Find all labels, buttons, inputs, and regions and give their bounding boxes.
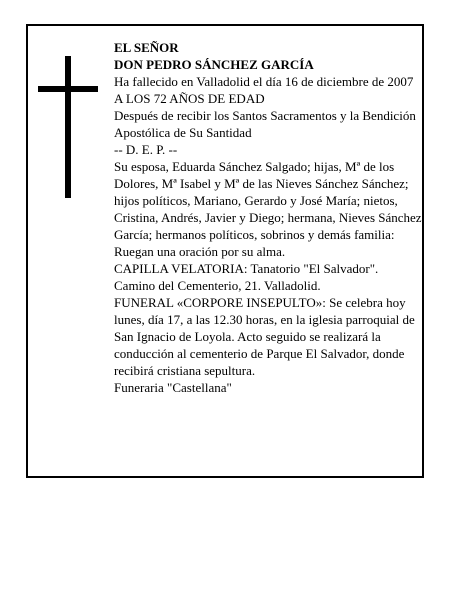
sacraments-text: Después de recibir los Santos Sacramentos y la Bendición Apostólica de Su Santidad xyxy=(114,108,416,140)
obituary-notice xyxy=(26,24,424,478)
funeral-text: FUNERAL «CORPORE INSEPULTO»: Se celebra hoy lunes, día 17, a las 12.30 horas, en la iglesia parroquial de San Ignacio de Loyola. Acto seguido se realizará la conducción al cementerio de Parque El Salvador, donde recibirá cristiana sepultura. xyxy=(114,295,415,378)
age-at-death: A LOS 72 AÑOS DE EDAD xyxy=(114,91,265,106)
obituary-text xyxy=(114,39,422,396)
death-info: Ha fallecido en Valladolid el día 16 de diciembre de 2007 xyxy=(114,74,414,89)
chapel-text: CAPILLA VELATORIA: Tanatorio "El Salvador". Camino del Cementerio, 21. Valladolid. xyxy=(114,261,379,293)
family-text: Su esposa, Eduarda Sánchez Salgado; hijas, Mª de los Dolores, Mª Isabel y Mª de las Nieves Sánchez Sánchez; hijos políticos, Mariano, Gerardo y José María; nietos, Cristina, Andrés, Javier y Diego; hermana, Nieves Sánchez García; hermanos políticos, sobrinos y demás familia: xyxy=(114,159,422,242)
cross-vertical-bar xyxy=(65,56,71,198)
funeral-home-text: Funeraria "Castellana" xyxy=(114,380,232,395)
cross-icon xyxy=(38,56,98,198)
cross-horizontal-bar xyxy=(38,86,98,92)
title-line-1: EL SEÑOR xyxy=(114,40,179,55)
dep-text: -- D. E. P. -- xyxy=(114,142,178,157)
deceased-name: DON PEDRO SÁNCHEZ GARCÍA xyxy=(114,57,314,72)
prayer-text: Ruegan una oración por su alma. xyxy=(114,244,286,259)
